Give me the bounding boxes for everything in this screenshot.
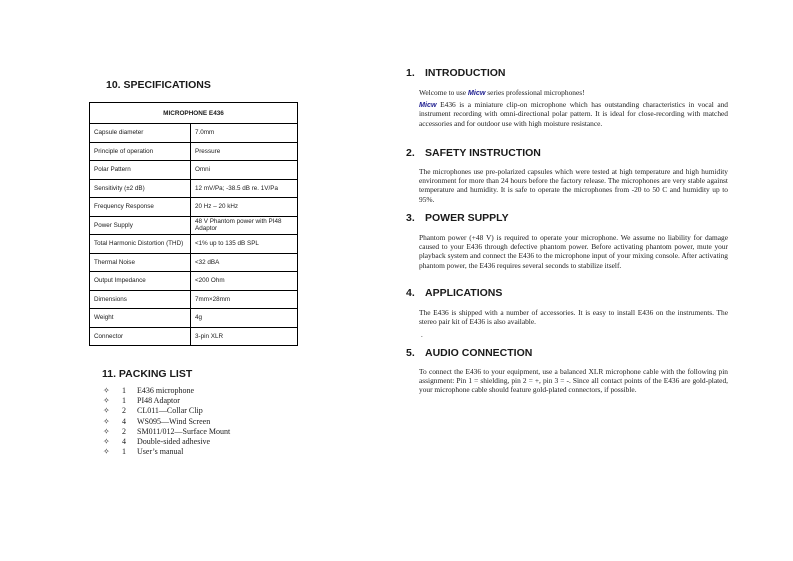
- row-label: Principle of operation: [90, 142, 191, 161]
- item-quantity: 4: [122, 416, 126, 426]
- section-power-supply: [406, 211, 728, 270]
- section-title: AUDIO CONNECTION: [425, 347, 533, 359]
- item-quantity: 1: [122, 386, 126, 395]
- stray-period: .: [421, 331, 423, 339]
- section-body: The E436 is shipped with a number of accessories. It is easy to install E436 on the instruments. The stereo pair kit of E436 is also available.: [419, 308, 728, 327]
- table-row: [90, 179, 298, 198]
- row-value: <200 Ohm: [191, 272, 298, 291]
- row-label: Connector: [90, 327, 191, 346]
- table-title: MICROPHONE E436: [90, 103, 298, 124]
- section-heading: [406, 146, 728, 160]
- list-item: [103, 417, 230, 427]
- table-row: [90, 198, 298, 217]
- section-title: SAFETY INSTRUCTION: [425, 147, 541, 159]
- section-heading: [406, 66, 728, 80]
- brand-logo: Micw: [467, 88, 486, 97]
- list-item: [103, 386, 230, 396]
- section-title: APPLICATIONS: [425, 287, 503, 299]
- list-item: [103, 427, 230, 437]
- section-introduction: [406, 66, 728, 128]
- section-title: INTRODUCTION: [425, 67, 506, 79]
- section-number: 4.: [406, 287, 415, 299]
- table-header-row: [90, 103, 298, 124]
- section-safety-instruction: [406, 146, 728, 204]
- row-value: 48 V Phantom power with PI48 Adaptor: [191, 216, 298, 235]
- item-text: WS095—Wind Screen: [137, 416, 211, 426]
- section-body: Phantom power (+48 V) is required to operate your microphone. We assume no liability for damage caused to your E436 through defective phantom power. Before activating phantom power, mute your playback system and connect the E436 to the microphone input of your mixing console. After activating phantom power, the E436 requires several seconds to stabilize itself.: [419, 233, 728, 270]
- diamond-bullet-icon: ✧: [103, 386, 110, 395]
- item-text: PI48 Adaptor: [137, 396, 180, 406]
- row-value: 7mm×28mm: [191, 290, 298, 309]
- table-row: [90, 142, 298, 161]
- table-row: [90, 290, 298, 309]
- section-heading: [406, 211, 728, 225]
- intro-welcome-text: [406, 88, 728, 97]
- brand-logo: Micw: [419, 100, 437, 110]
- table-row: [90, 327, 298, 346]
- diamond-bullet-icon: ✧: [103, 396, 110, 406]
- section-body: To connect the E436 to your equipment, use a balanced XLR microphone cable with the following pin assignment: Pin 1 = shielding, pin 2 = +, pin 3 = -. Since all contact points of the E436 are gold-plated, your microphone cable should feature gold-plated connectors, if possible.: [419, 367, 728, 395]
- list-item: [103, 396, 230, 406]
- intro-description: [406, 100, 728, 128]
- section-heading: [406, 346, 728, 360]
- row-value: <32 dBA: [191, 253, 298, 272]
- list-item: [103, 406, 230, 416]
- table-row: [90, 272, 298, 291]
- diamond-bullet-icon: ✧: [103, 447, 110, 457]
- row-label: Weight: [90, 309, 191, 328]
- item-text: CL011—Collar Clip: [137, 406, 203, 416]
- item-quantity: 4: [122, 436, 126, 446]
- section-title: POWER SUPPLY: [425, 212, 509, 224]
- item-quantity: 1: [122, 396, 126, 406]
- list-item: [103, 437, 230, 447]
- specifications-heading: 10. SPECIFICATIONS: [106, 79, 211, 91]
- table-row: [90, 253, 298, 272]
- packing-list-heading: 11. PACKING LIST: [102, 368, 193, 380]
- table-row: [90, 235, 298, 254]
- row-value: 7.0mm: [191, 124, 298, 143]
- row-label: Polar Pattern: [90, 161, 191, 180]
- item-text: E436 microphone: [137, 386, 195, 395]
- list-item: [103, 447, 230, 457]
- section-applications: [406, 286, 728, 326]
- row-value: Pressure: [191, 142, 298, 161]
- row-value: 4g: [191, 309, 298, 328]
- row-label: Capsule diameter: [90, 124, 191, 143]
- section-number: 2.: [406, 147, 415, 159]
- diamond-bullet-icon: ✧: [103, 416, 110, 426]
- diamond-bullet-icon: ✧: [103, 426, 110, 436]
- row-value: 3-pin XLR: [191, 327, 298, 346]
- section-body: The microphones use pre-polarized capsules which were tested at high temperature and high humidity environment for more than 24 hours before the factory release. The microphones are very stable against temperature and humidity. It is safe to operate the microphones from -20 to 50 C and humidity up to 95%.: [419, 167, 728, 204]
- row-value: <1% up to 135 dB SPL: [191, 235, 298, 254]
- row-label: Output Impedance: [90, 272, 191, 291]
- item-text: SM011/012—Surface Mount: [137, 426, 231, 436]
- diamond-bullet-icon: ✧: [103, 436, 110, 446]
- specifications-table: [89, 102, 298, 346]
- welcome-prefix: Welcome to use: [419, 88, 468, 97]
- section-audio-connection: [406, 346, 728, 395]
- section-number: 5.: [406, 347, 415, 359]
- intro-body-text: E436 is a miniature clip-on microphone which has outstanding characteristics in vocal and instrument recording with omni-directional polar pattern. It is ideal for close-recording with matched accessories and for outdoor use with high moisture resistance.: [419, 100, 728, 128]
- row-label: Frequency Response: [90, 198, 191, 217]
- item-quantity: 2: [122, 406, 126, 416]
- row-label: Power Supply: [90, 216, 191, 235]
- packing-list: [103, 386, 230, 457]
- table-row: [90, 161, 298, 180]
- table-row: [90, 216, 298, 235]
- row-label: Total Harmonic Distortion (THD): [90, 235, 191, 254]
- section-number: 1.: [406, 67, 415, 79]
- welcome-suffix: series professional microphones!: [485, 88, 585, 97]
- table-row: [90, 124, 298, 143]
- row-value: Omni: [191, 161, 298, 180]
- row-label: Sensitivity (±2 dB): [90, 179, 191, 198]
- row-value: 20 Hz – 20 kHz: [191, 198, 298, 217]
- item-text: User’s manual: [137, 447, 184, 457]
- row-value: 12 mV/Pa; -38.5 dB re. 1V/Pa: [191, 179, 298, 198]
- diamond-bullet-icon: ✧: [103, 406, 110, 416]
- row-label: Thermal Noise: [90, 253, 191, 272]
- section-heading: [406, 286, 728, 300]
- item-quantity: 1: [122, 447, 126, 457]
- item-quantity: 2: [122, 426, 126, 436]
- section-number: 3.: [406, 212, 415, 224]
- row-label: Dimensions: [90, 290, 191, 309]
- table-row: [90, 309, 298, 328]
- item-text: Double-sided adhesive: [137, 436, 211, 446]
